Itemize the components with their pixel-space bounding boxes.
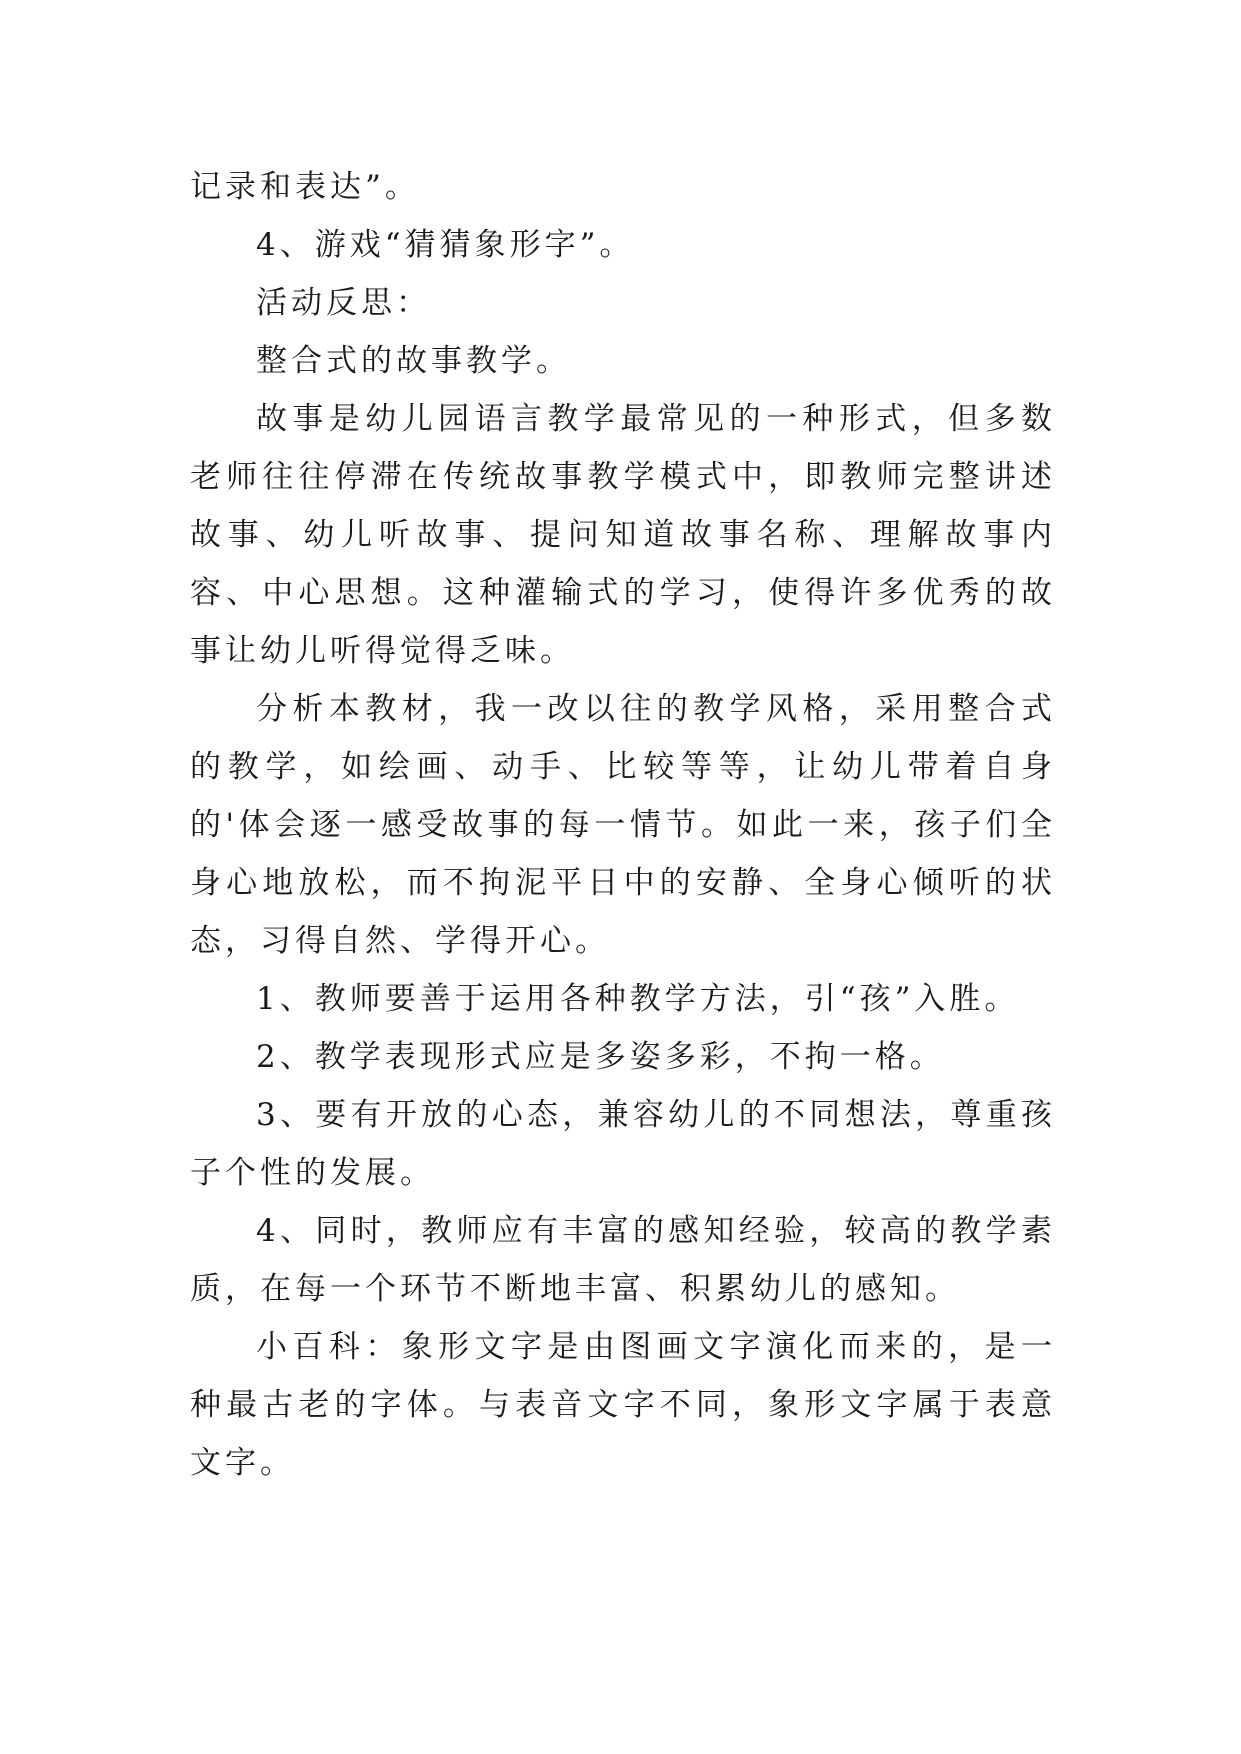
paragraph-point-2: 2、教学表现形式应是多姿多彩，不拘一格。 [256,1039,945,1075]
paragraph-continuation: 记录和表达”。 [190,169,420,205]
paragraph-point-1: 1、教师要善于运用各种教学方法，引“孩”入胜。 [256,981,1020,1017]
paragraph-game-step: 4、游戏“猜猜象形字”。 [256,227,635,263]
paragraph-material-analysis: 分析本教材，我一改以往的教学风格，采用整合式的教学，如绘画、动手、比较等等，让幼儿带着自身的'体会逐一感受故事的每一情节。如此一来，孩子们全身心地放松，而不拘泥平日中的安静、全身心倾听的状态，习得自然、学得开心。 [190,691,1056,959]
paragraph-point-4: 4、同时，教师应有丰富的感知经验，较高的教学素质，在每一个环节不断地丰富、积累幼儿的感知。 [190,1213,1056,1307]
paragraph-story-teaching: 故事是幼儿园语言教学最常见的一种形式，但多数老师往往停滞在传统故事教学模式中，即教师完整讲述故事、幼儿听故事、提问知道故事名称、理解故事内容、中心思想。这种灌输式的学习，使得许多优秀的故事让幼儿听得觉得乏味。 [190,401,1056,669]
paragraph-reflection-subtitle: 整合式的故事教学。 [256,343,571,379]
document-body [190,158,1056,1492]
paragraph-point-3: 3、要有开放的心态，兼容幼儿的不同想法，尊重孩子个性的发展。 [190,1097,1056,1191]
paragraph-encyclopedia: 小百科：象形文字是由图画文字演化而来的，是一种最古老的字体。与表音文字不同，象形文字属于表意文字。 [190,1329,1056,1481]
paragraph-reflection-heading: 活动反思： [256,285,431,321]
